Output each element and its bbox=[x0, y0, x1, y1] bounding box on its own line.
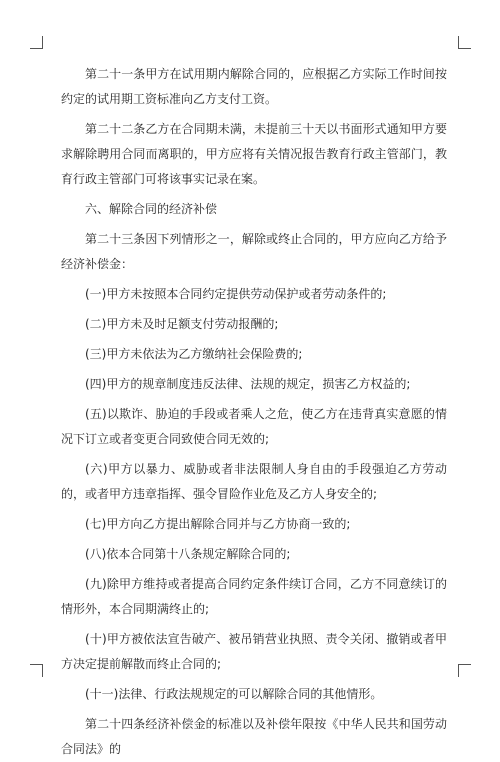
list-item-1: (一)甲方未按照本合同约定提供劳动保护或者劳动条件的; bbox=[85, 287, 387, 301]
section-heading-compensation: 六、解除合同的经济补偿 bbox=[85, 202, 218, 216]
list-item-7: (七)甲方向乙方提出解除合同并与乙方协商一致的; bbox=[85, 517, 351, 531]
crop-mark-top-right bbox=[458, 36, 471, 49]
paragraph-article-24: 第二十四条经济补偿金的标准以及补偿年限按《中华人民共和国劳动合同法》的 bbox=[61, 717, 447, 756]
paragraph-article-21: 第二十一条甲方在试用期内解除合同的，应根据乙方实际工作时间按约定的试用期工资标准向乙方支付工资。 bbox=[61, 67, 447, 106]
list-item-3: (三)甲方未依法为乙方缴纳社会保险费的; bbox=[85, 347, 303, 361]
paragraph-article-23: 第二十三条因下列情形之一，解除或终止合同的，甲方应向乙方给予经济补偿金： bbox=[61, 232, 447, 271]
list-item-4: (四)甲方的规章制度违反法律、法规的规定，损害乙方权益的; bbox=[85, 377, 411, 391]
list-item-5: (五)以欺诈、胁迫的手段或者乘人之危，使乙方在违背真实意愿的情况下订立或者变更合同致使合同无效的; bbox=[61, 407, 447, 446]
crop-mark-bottom-left bbox=[30, 664, 43, 677]
list-item-8: (八)依本合同第十八条规定解除合同的; bbox=[85, 547, 291, 561]
document-body bbox=[61, 62, 447, 762]
paragraph-article-22: 第二十二条乙方在合同期未满，未提前三十天以书面形式通知甲方要求解除聘用合同而离职的，甲方应将有关情况报告教育行政主管部门，教育行政主管部门可将该事实记录在案。 bbox=[61, 122, 447, 186]
list-item-2: (二)甲方未及时足额支付劳动报酬的; bbox=[85, 317, 279, 331]
crop-mark-top-left bbox=[30, 36, 43, 49]
crop-mark-bottom-right bbox=[458, 664, 471, 677]
list-item-11: (十一)法律、行政法规规定的可以解除合同的其他情形。 bbox=[85, 687, 383, 701]
list-item-6: (六)甲方以暴力、威胁或者非法限制人身自由的手段强迫乙方劳动的，或者甲方违章指挥、强令冒险作业危及乙方人身安全的; bbox=[61, 462, 447, 501]
list-item-9: (九)除甲方维持或者提高合同约定条件续订合同，乙方不同意续订的情形外，本合同期满终止的; bbox=[61, 577, 447, 616]
list-item-10: (十)甲方被依法宣告破产、被吊销营业执照、责令关闭、撤销或者甲方决定提前解散而终止合同的; bbox=[61, 632, 447, 671]
